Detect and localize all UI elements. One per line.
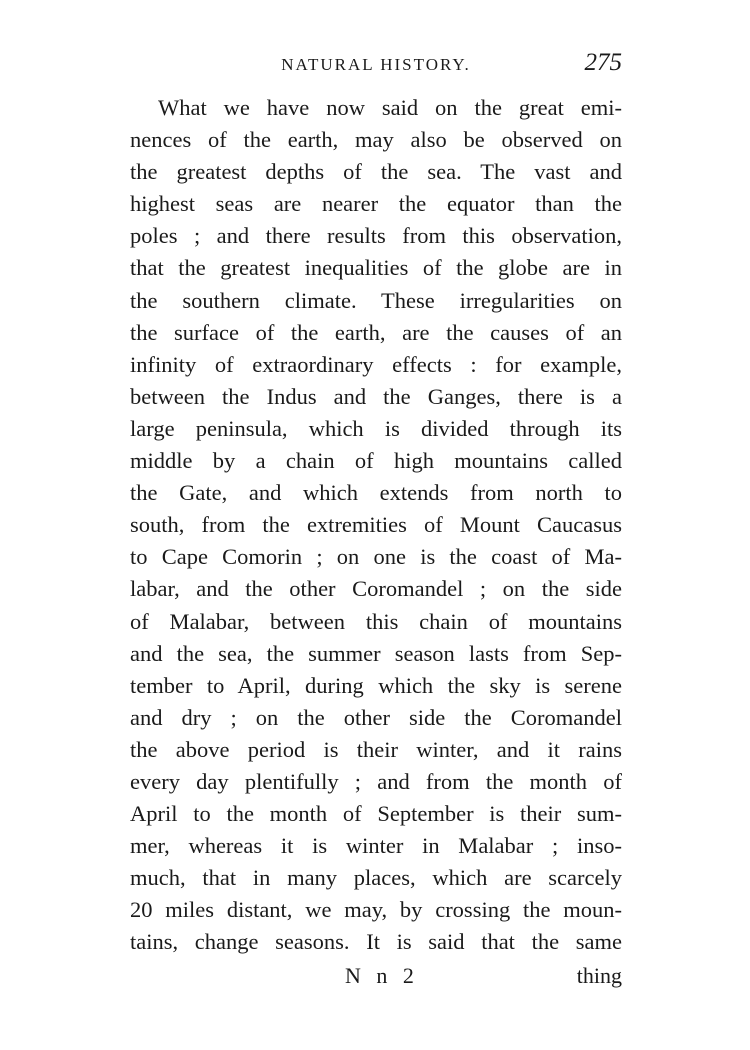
text-line: middle by a chain of high mountains called [130, 448, 622, 474]
running-title: NATURAL HISTORY. [281, 55, 471, 74]
text-line: large peninsula, which is divided through its [130, 415, 622, 441]
text-line: to Cape Comorin ; on one is the coast of Ma- [130, 544, 622, 570]
text-line: What we have now said on the great emi- [158, 95, 622, 120]
text-line: poles ; and there results from this observation, [130, 223, 622, 249]
signature-mark: N n 2 [345, 963, 419, 988]
text-line: between the Indus and the Ganges, there is a [130, 383, 622, 409]
page-number: 275 [584, 49, 622, 76]
text-line: infinity of extraordinary effects : for example, [130, 351, 622, 377]
catchword: thing [576, 963, 622, 988]
page-footer [130, 960, 622, 994]
text-line: the southern climate. These irregularities on [130, 287, 622, 313]
text-line: mer, whereas it is winter in Malabar ; inso- [130, 833, 622, 859]
text-line: south, from the extremities of Mount Caucasus [130, 512, 622, 538]
text-line: and the sea, the summer season lasts from Sep- [130, 640, 622, 666]
text-line: that the greatest inequalities of the globe are in [130, 255, 622, 281]
text-line: tains, change seasons. It is said that the same [130, 929, 622, 955]
text-line: the surface of the earth, are the causes of an [130, 319, 622, 345]
body-paragraph [130, 92, 622, 959]
text-line: and dry ; on the other side the Coromandel [130, 704, 622, 730]
running-head [130, 49, 622, 80]
text-line: the above period is their winter, and it rains [130, 736, 622, 762]
text-line: highest seas are nearer the equator than the [130, 191, 622, 217]
text-line: tember to April, during which the sky is serene [130, 672, 622, 698]
text-line: 20 miles distant, we may, by crossing the moun- [130, 897, 622, 923]
text-line: every day plentifully ; and from the month of [130, 768, 622, 794]
text-line: April to the month of September is their sum- [130, 801, 622, 827]
text-line: of Malabar, between this chain of mountains [130, 608, 622, 634]
text-line: nences of the earth, may also be observed on [130, 127, 622, 153]
text-line: labar, and the other Coromandel ; on the side [130, 576, 622, 602]
text-line: much, that in many places, which are scarcely [130, 865, 622, 891]
text-line: the Gate, and which extends from north to [130, 480, 622, 506]
text-line: the greatest depths of the sea. The vast and [130, 159, 622, 185]
